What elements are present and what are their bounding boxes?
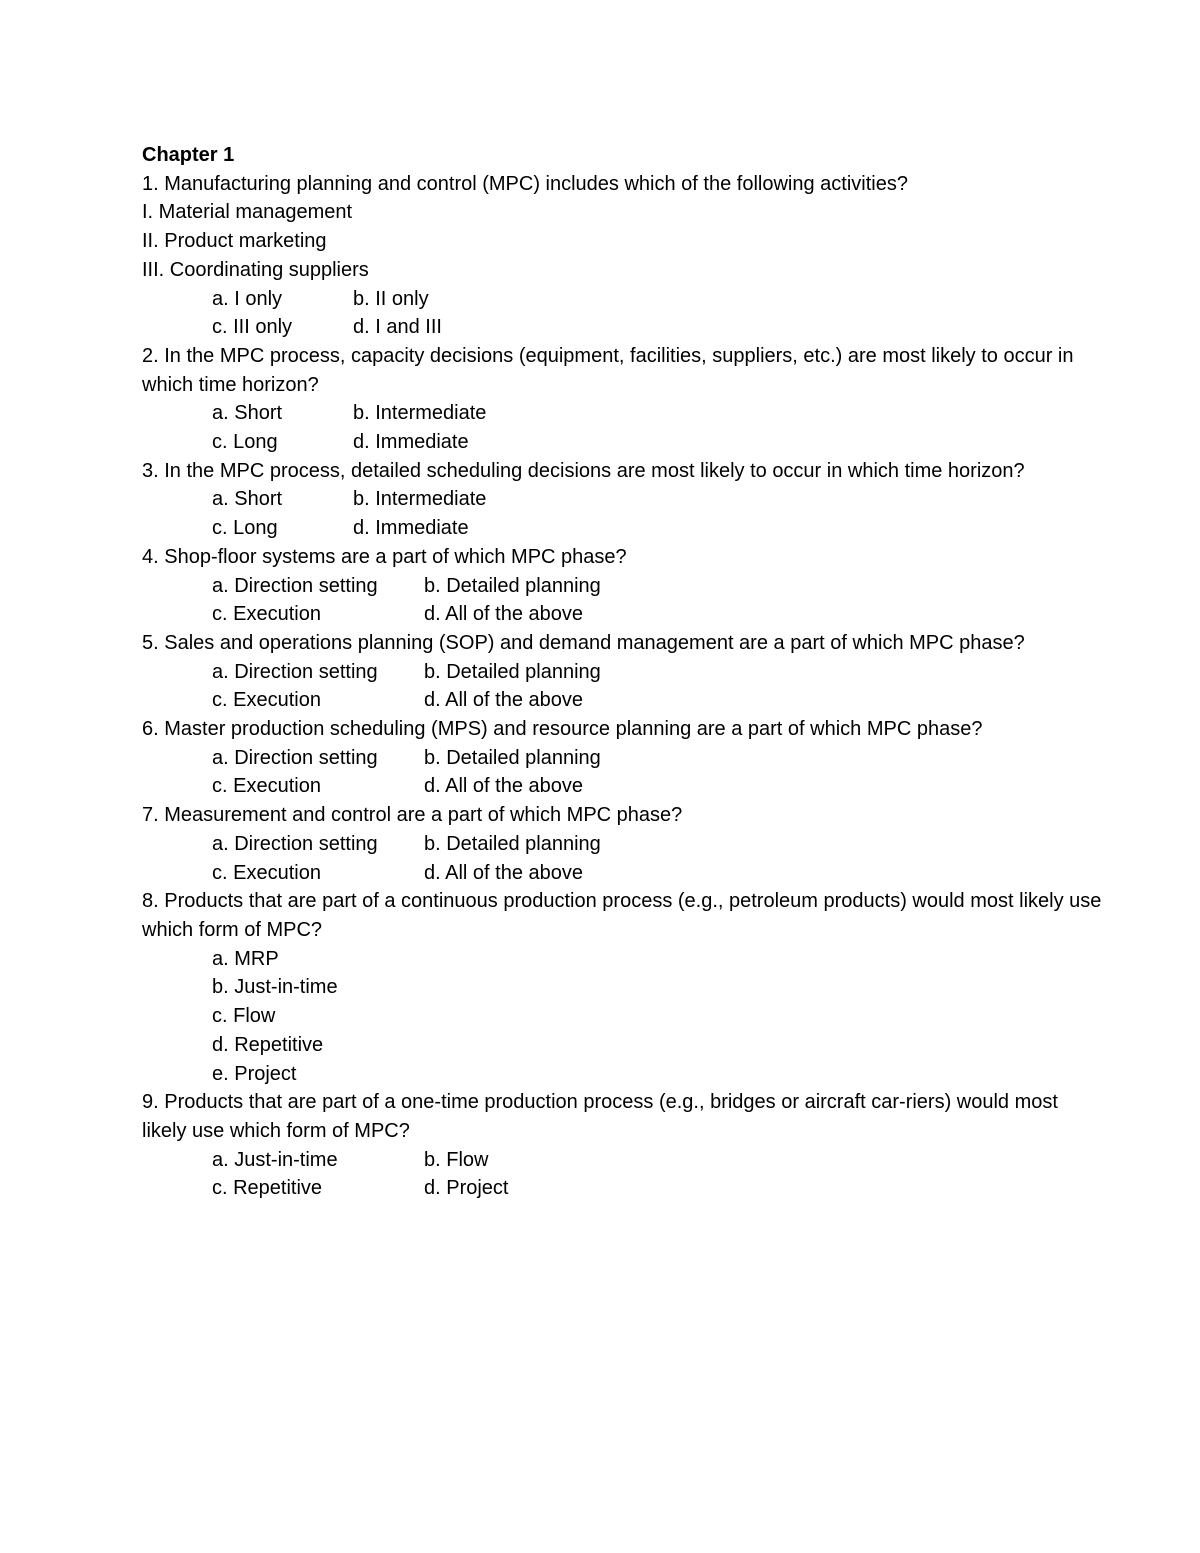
question-2-options-row-1 <box>142 399 1102 428</box>
question-8-option-b: b. Just-in-time <box>212 976 338 999</box>
question-1-text: 1. Manufacturing planning and control (MPC) includes which of the following activities? <box>142 172 908 195</box>
question-7-option-a: a. Direction setting <box>212 832 378 855</box>
question-9-text: 9. Products that are part of a one-time production process (e.g., bridges or aircraft car-riers) would most likely use which form of MPC? <box>142 1091 1058 1142</box>
question-7-options-row-1 <box>142 830 1102 859</box>
question-1-statement-3: III. Coordinating suppliers <box>142 258 369 281</box>
question-2-options-row-2 <box>142 428 1102 457</box>
question-7-options-row-2 <box>142 859 1102 888</box>
question-4-options-row-2 <box>142 600 1102 629</box>
question-6-option-b: b. Detailed planning <box>424 746 601 769</box>
question-8-text: 8. Products that are part of a continuous production process (e.g., petroleum products) would most likely use which form of MPC? <box>142 890 1102 941</box>
question-2-option-d: d. Immediate <box>353 431 469 454</box>
question-6-options-row-2 <box>142 772 1102 801</box>
question-3-option-a: a. Short <box>212 488 283 511</box>
question-5-option-a: a. Direction setting <box>212 660 378 683</box>
question-8-option-c: c. Flow <box>212 1005 276 1028</box>
question-4-options-row-1 <box>142 572 1102 601</box>
question-8-option-d: d. Repetitive <box>212 1033 324 1056</box>
question-6-option-a: a. Direction setting <box>212 746 378 769</box>
question-3-options-row-2 <box>142 514 1102 543</box>
question-6-options-row-1 <box>142 744 1102 773</box>
question-5-option-d: d. All of the above <box>424 689 584 712</box>
question-1-options-row-2 <box>142 313 1102 342</box>
question-2-option-c: c. Long <box>212 431 278 454</box>
question-7-text: 7. Measurement and control are a part of which MPC phase? <box>142 804 683 827</box>
question-5-option-c: c. Execution <box>212 689 321 712</box>
question-1-option-c: c. III only <box>212 316 293 339</box>
question-1-options-row-1 <box>142 285 1102 314</box>
question-4-option-a: a. Direction setting <box>212 574 378 597</box>
question-1-option-b: b. II only <box>353 287 429 310</box>
question-9-option-c: c. Repetitive <box>212 1177 323 1200</box>
question-4-option-d: d. All of the above <box>424 603 584 626</box>
question-8-option-e: e. Project <box>212 1062 297 1085</box>
question-6-text: 6. Master production scheduling (MPS) and resource planning are a part of which MPC phase? <box>142 718 983 741</box>
question-9-option-d: d. Project <box>424 1177 509 1200</box>
question-6-option-c: c. Execution <box>212 775 321 798</box>
document-page <box>142 141 1102 1203</box>
question-3-option-d: d. Immediate <box>353 517 469 540</box>
question-3-text: 3. In the MPC process, detailed scheduling decisions are most likely to occur in which time horizon? <box>142 459 1025 482</box>
question-9-option-b: b. Flow <box>424 1148 489 1171</box>
question-5-option-b: b. Detailed planning <box>424 660 601 683</box>
question-2-text: 2. In the MPC process, capacity decisions (equipment, facilities, suppliers, etc.) are most likely to occur in which time horizon? <box>142 344 1074 396</box>
question-9-options-row-2 <box>142 1174 1102 1203</box>
question-8-option-a: a. MRP <box>212 947 279 970</box>
question-3-options-row-1 <box>142 485 1102 514</box>
question-1-option-a: a. I only <box>212 287 283 310</box>
question-7-option-c: c. Execution <box>212 861 321 884</box>
question-2-option-a: a. Short <box>212 402 283 425</box>
question-1-statement-1: I. Material management <box>142 201 353 224</box>
question-5-options-row-2 <box>142 686 1102 715</box>
question-1-statement-2: II. Product marketing <box>142 230 327 253</box>
question-3-option-b: b. Intermediate <box>353 488 487 511</box>
question-4-text: 4. Shop-floor systems are a part of which MPC phase? <box>142 545 627 568</box>
question-3-option-c: c. Long <box>212 517 278 540</box>
question-7-option-b: b. Detailed planning <box>424 832 601 855</box>
question-4-option-c: c. Execution <box>212 603 321 626</box>
question-5-options-row-1 <box>142 658 1102 687</box>
question-9-option-a: a. Just-in-time <box>212 1148 338 1171</box>
question-5-text: 5. Sales and operations planning (SOP) and demand management are a part of which MPC phase? <box>142 631 1025 654</box>
question-1-option-d: d. I and III <box>353 316 442 339</box>
question-6-option-d: d. All of the above <box>424 775 584 798</box>
question-7-option-d: d. All of the above <box>424 861 584 884</box>
chapter-title: Chapter 1 <box>142 144 235 166</box>
question-9-options-row-1 <box>142 1146 1102 1175</box>
question-2-option-b: b. Intermediate <box>353 402 487 425</box>
question-4-option-b: b. Detailed planning <box>424 574 601 597</box>
